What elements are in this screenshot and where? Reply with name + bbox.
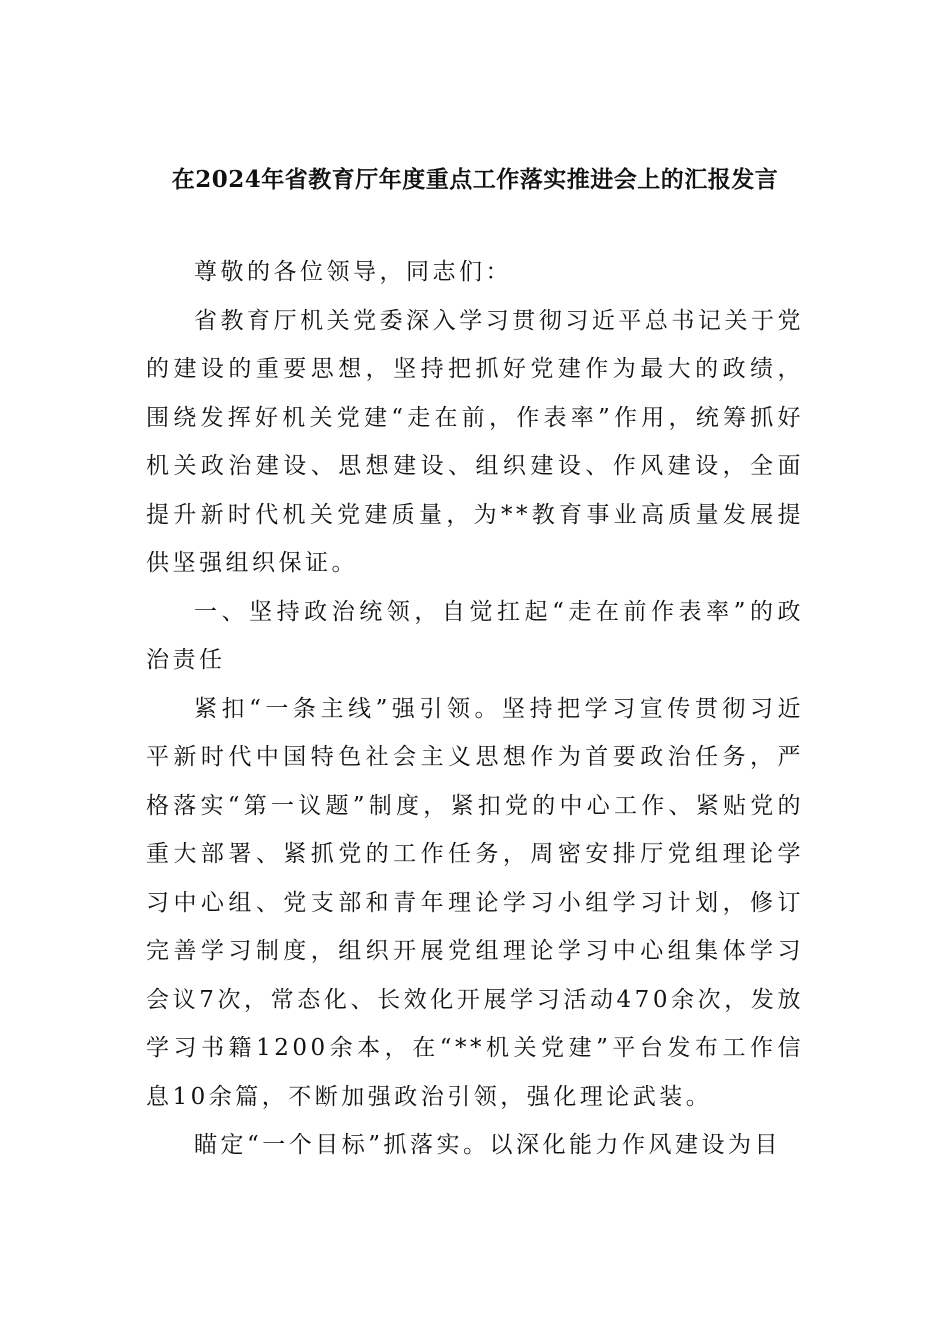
section-heading: 一、坚持政治统领，自觉扛起“走在前作表率”的政治责任 [146,598,804,673]
body-paragraph: 瞄定“一个目标”抓落实。以深化能力作风建设为目 [194,1132,782,1158]
document-title: 在2024年省教育厅年度重点工作落实推进会上的汇报发言 [171,166,779,193]
body-paragraph: 紧扣“一条主线”强引领。坚持把学习宣传贯彻习近平新时代中国特色社会主义思想作为首要政治任务，严格落实“第一议题”制度，紧扣党的中心工作、紧贴党的重大部署、紧抓党的工作任务，周密安排厅党组理论学习中心组、党支部和青年理论学习小组学习计划，修订完善学习制度，组织开展党组理论学习中心组集体学习会议7次，常态化、长效化开展学习活动470余次，发放学习书籍1200余本，在“**机关党建”平台发布工作信息10余篇，不断加强政治引领，强化理论武装。 [146,695,804,1110]
intro-paragraph: 省教育厅机关党委深入学习贯彻习近平总书记关于党的建设的重要思想，坚持把抓好党建作为最大的政绩，围绕发挥好机关党建“走在前，作表率”作用，统筹抓好机关政治建设、思想建设、组织建设、作风建设，全面提升新时代机关党建质量，为**教育事业高质量发展提供坚强组织保证。 [146,307,804,576]
document-body [146,248,804,1170]
salutation-paragraph: 尊敬的各位领导，同志们： [194,259,512,285]
